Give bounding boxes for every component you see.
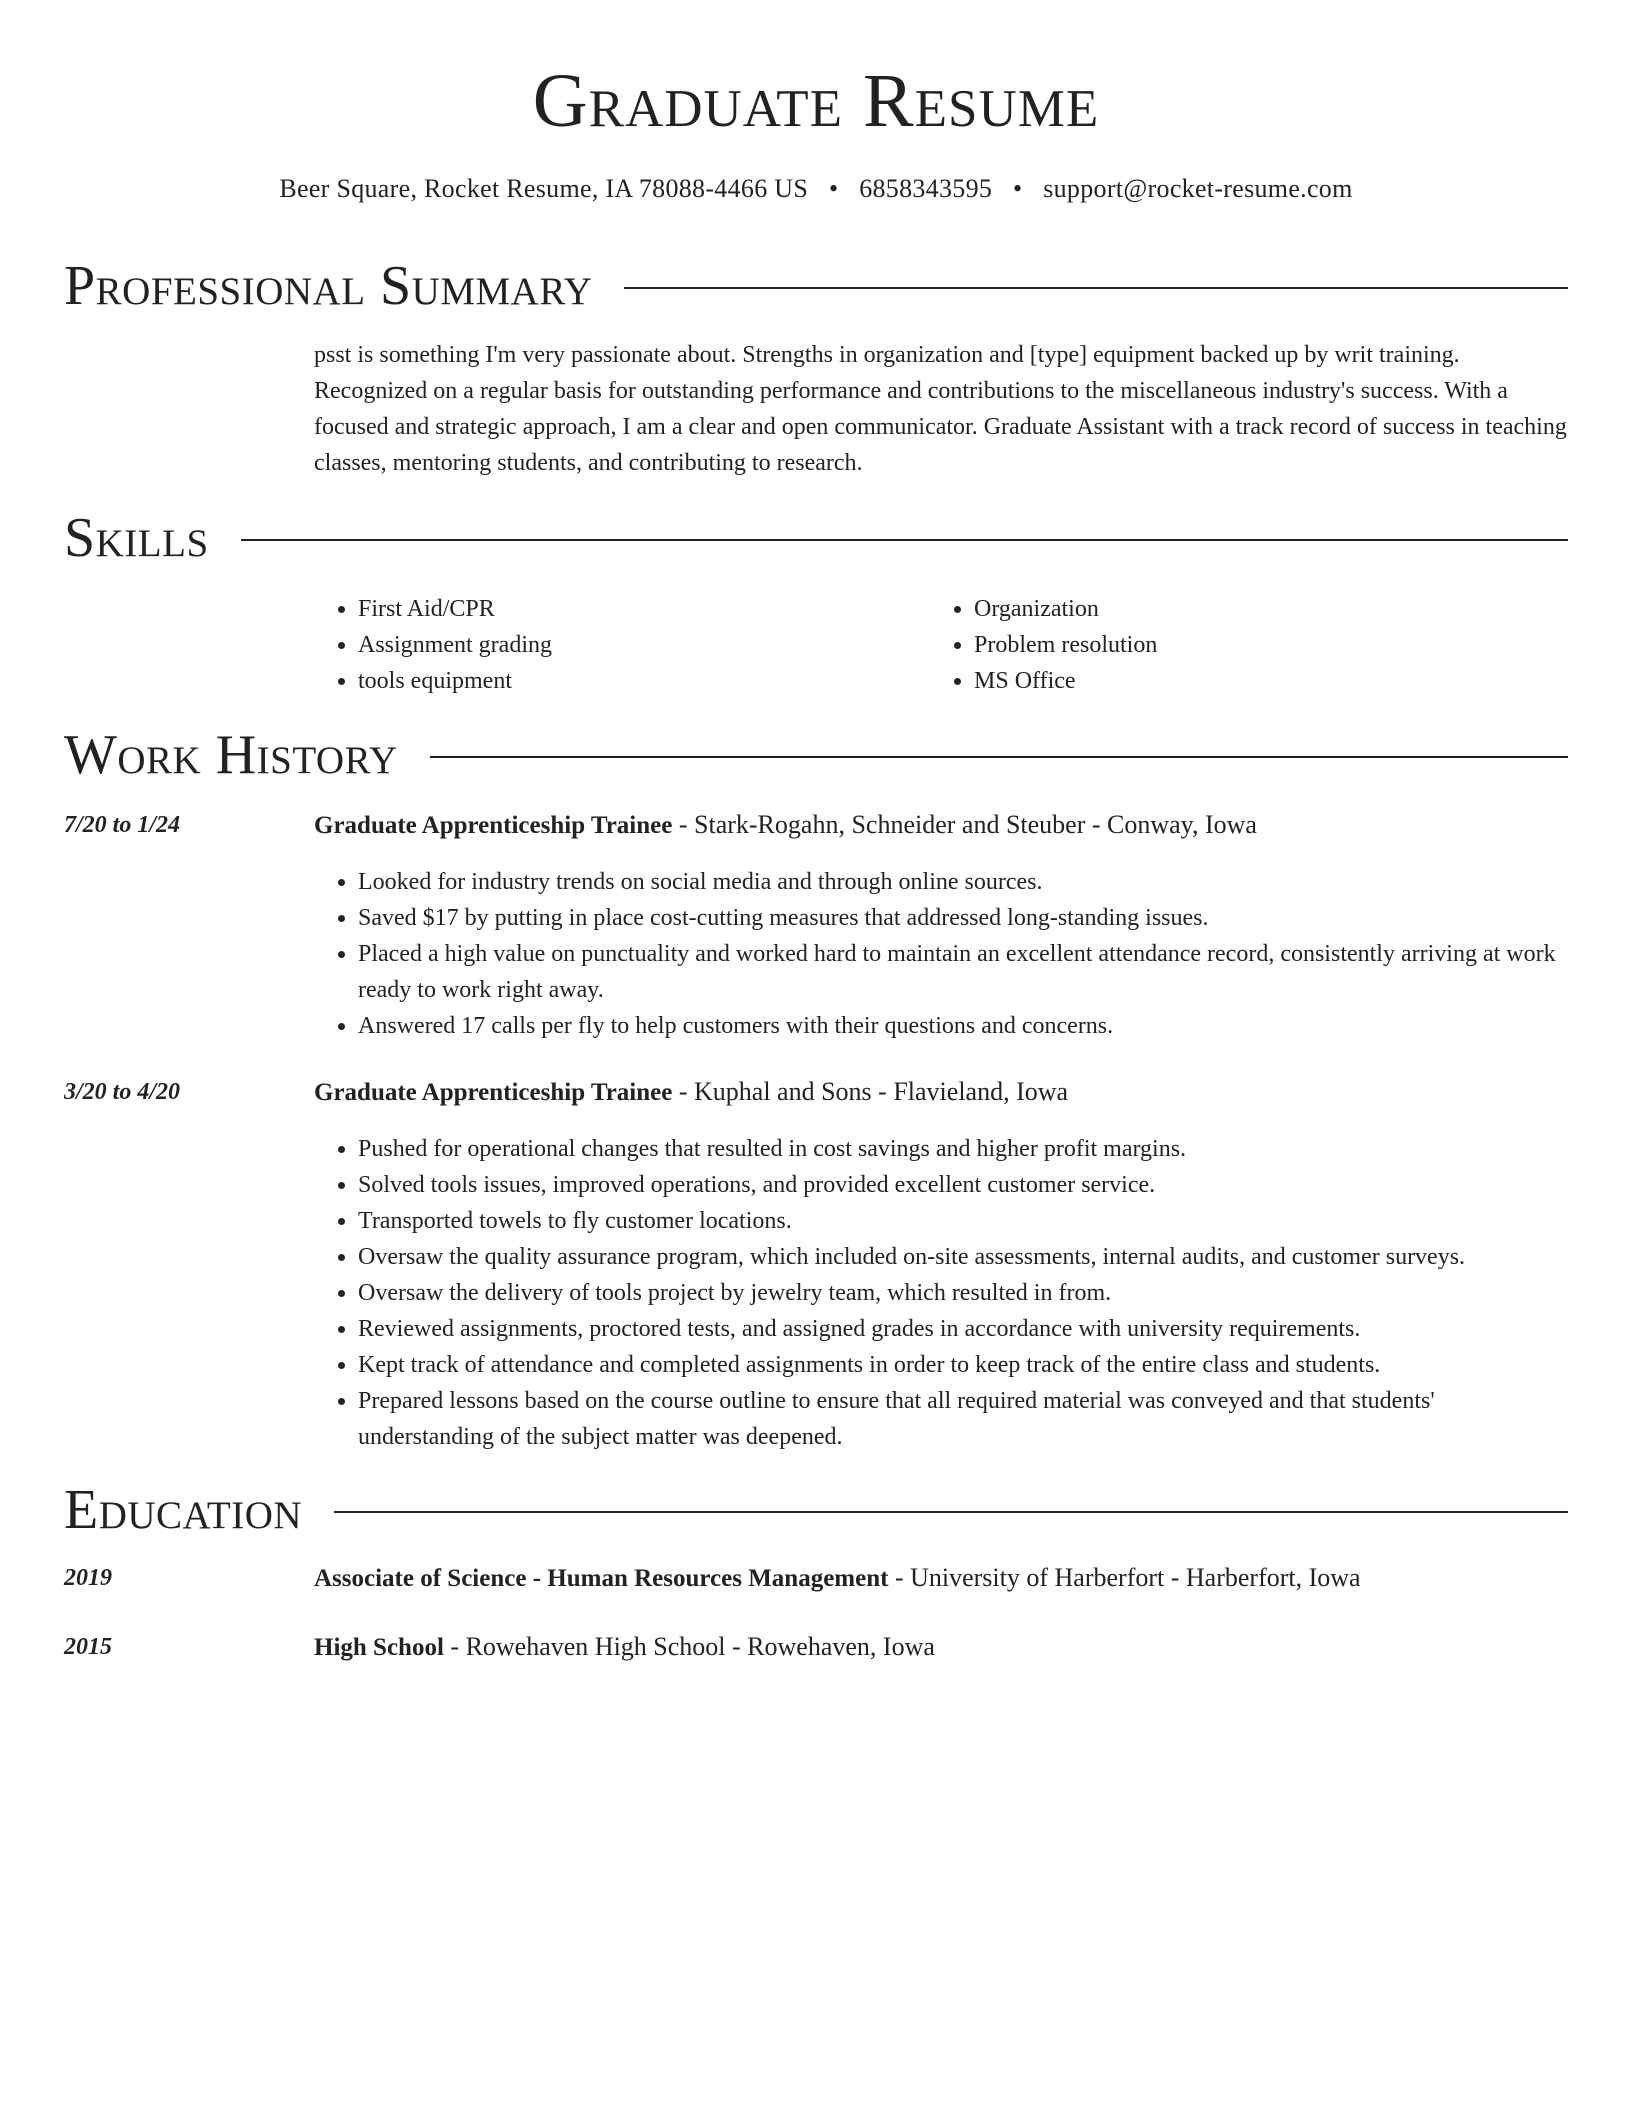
- work-bullet: • Kept track of attendance and completed assignments in order to keep track of the entire class and students.: [358, 1347, 1570, 1383]
- work-bullet: • Pushed for operational changes that resulted in cost savings and higher profit margins.: [358, 1131, 1570, 1167]
- work-section-title: Work History: [64, 724, 398, 786]
- resume-name: Graduate Resume: [532, 59, 1100, 143]
- summary-text: psst is something I'm very passionate about. Strengths in organization and [type] equipment backed up by writ training. Recognized on a regular basis for outstanding performance and contributions to the miscellaneous industry's success. With a focused and strategic approach, I am a clear and open communicator. Graduate Assistant with a track record of success in teaching classes, mentoring students, and contributing to research.: [314, 342, 1567, 476]
- work-details: - Stark-Rogahn, Schneider and Steuber - Conway, Iowa: [672, 810, 1257, 839]
- skills-list: [314, 591, 1570, 699]
- skill-item: • tools equipment: [358, 663, 930, 699]
- skills-column-left: [314, 591, 930, 699]
- work-bullet: • Placed a high value on punctuality and worked hard to maintain an excellent attendance record, consistently arriving at work ready to work right away.: [358, 936, 1570, 1008]
- skill-item: • Problem resolution: [974, 627, 1546, 663]
- work-date: 3/20 to 4/20: [64, 1079, 181, 1105]
- education-heading: [314, 1561, 1570, 1596]
- section-divider: [624, 287, 1568, 289]
- work-heading: [314, 808, 1570, 843]
- section-divider: [430, 756, 1568, 758]
- work-details: - Kuphal and Sons - Flavieland, Iowa: [672, 1077, 1069, 1106]
- education-details: - Rowehaven High School - Rowehaven, Iowa: [443, 1632, 935, 1661]
- work-section-header: [64, 721, 1568, 789]
- skills-section-header: [64, 504, 1568, 572]
- education-entry: [64, 1561, 1570, 1601]
- skills-section-title: Skills: [64, 507, 209, 569]
- summary-section-title: Professional Summary: [64, 255, 593, 317]
- skill-item: • Organization: [974, 591, 1546, 627]
- skill-item: • Assignment grading: [358, 627, 930, 663]
- section-divider: [241, 539, 1568, 541]
- contact-separator: •: [828, 174, 839, 203]
- work-bullet: • Oversaw the quality assurance program, which included on-site assessments, internal audits, and customer surveys.: [358, 1239, 1570, 1275]
- education-heading: [314, 1630, 1570, 1665]
- contact-address: Beer Square, Rocket Resume, IA 78088-4466 US: [279, 174, 809, 203]
- education-details: - University of Harberfort - Harberfort, Iowa: [888, 1563, 1361, 1592]
- education-degree: High School: [314, 1634, 444, 1661]
- work-bullets: [314, 864, 1570, 1044]
- contact-phone: 6858343595: [859, 174, 993, 203]
- skills-column-right: [930, 591, 1546, 699]
- contact-separator: •: [1013, 174, 1023, 203]
- work-bullets: [314, 1131, 1570, 1455]
- summary-section-header: [64, 252, 1568, 320]
- skill-item: • First Aid/CPR: [358, 591, 930, 627]
- work-bullet: • Reviewed assignments, proctored tests, and assigned grades in accordance with university requirements.: [358, 1311, 1570, 1347]
- section-divider: [334, 1511, 1568, 1513]
- work-bullet: • Looked for industry trends on social media and through online sources.: [358, 864, 1570, 900]
- work-bullet: • Saved $17 by putting in place cost-cutting measures that addressed long-standing issues.: [358, 900, 1570, 936]
- work-bullet: • Prepared lessons based on the course outline to ensure that all required material was conveyed and that students' understanding of the subject matter was deepened.: [358, 1383, 1570, 1455]
- work-date: 7/20 to 1/24: [64, 812, 181, 838]
- contact-email: support@rocket-resume.com: [1043, 174, 1353, 203]
- work-heading: [314, 1075, 1570, 1110]
- work-bullet: • Solved tools issues, improved operations, and provided excellent customer service.: [358, 1167, 1570, 1203]
- education-degree: Associate of Science - Human Resources Management: [314, 1565, 889, 1592]
- work-title: Graduate Apprenticeship Trainee: [314, 1079, 673, 1106]
- education-entry: [64, 1630, 1570, 1670]
- work-bullet: • Transported towels to fly customer locations.: [358, 1203, 1570, 1239]
- skill-item: • MS Office: [974, 663, 1546, 699]
- education-date: 2015: [64, 1634, 112, 1660]
- education-section-title: Education: [64, 1479, 303, 1541]
- contact-line: [0, 174, 1632, 204]
- work-title: Graduate Apprenticeship Trainee: [314, 812, 673, 839]
- work-bullet: • Answered 17 calls per fly to help customers with their questions and concerns.: [358, 1008, 1570, 1044]
- education-section-header: [64, 1476, 1568, 1544]
- education-date: 2019: [64, 1565, 112, 1591]
- work-bullet: • Oversaw the delivery of tools project by jewelry team, which resulted in from.: [358, 1275, 1570, 1311]
